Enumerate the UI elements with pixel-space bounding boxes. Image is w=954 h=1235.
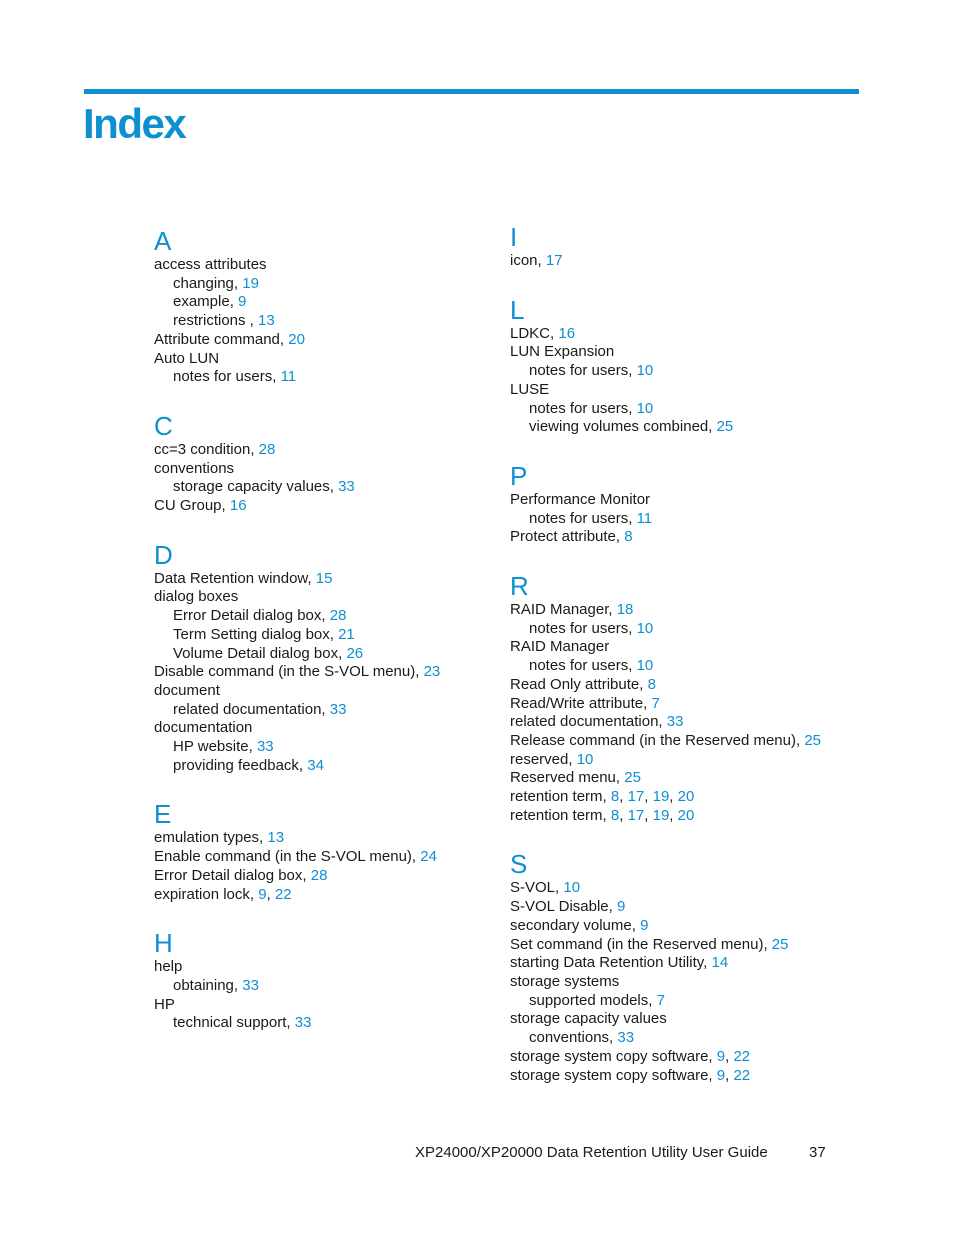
entry-text: LUN Expansion	[510, 343, 615, 361]
footer-guide-title: XP24000/XP20000 Data Retention Utility User Guide	[415, 1144, 768, 1161]
page-link[interactable]: 20	[677, 806, 695, 824]
index-section-p	[510, 459, 930, 547]
page-link[interactable]: 9	[716, 1066, 726, 1084]
page-link[interactable]: 33	[666, 713, 684, 731]
entry-text: notes for users,	[529, 399, 637, 417]
section-letter: R	[510, 571, 529, 602]
index-entry	[510, 751, 930, 770]
page-link[interactable]: 13	[258, 312, 275, 330]
entry-text: Error Detail dialog box,	[173, 607, 330, 625]
index-column-right	[510, 220, 930, 1107]
section-letter: C	[154, 410, 173, 441]
entry-text: Release command (in the Reserved menu),	[510, 731, 805, 749]
entry-text: LUSE	[510, 380, 550, 398]
page-link[interactable]: 17	[627, 806, 645, 824]
page-link[interactable]: 33	[242, 976, 259, 994]
page-link[interactable]: 8	[610, 806, 620, 824]
entry-text: conventions	[154, 459, 235, 477]
entry-text: related documentation,	[173, 700, 330, 718]
section-letter: D	[154, 539, 173, 570]
page-link[interactable]: 15	[315, 569, 333, 587]
entry-text: storage system copy software,	[510, 1066, 717, 1084]
page-link[interactable]: 11	[636, 509, 653, 527]
entry-text: secondary volume,	[510, 916, 641, 934]
entry-text: notes for users,	[529, 657, 637, 675]
entry-text: cc=3 condition,	[154, 440, 259, 458]
index-entry	[510, 638, 930, 657]
entry-text: LDKC,	[510, 324, 559, 342]
entry-text: RAID Manager	[510, 638, 610, 656]
index-entry	[510, 713, 930, 732]
section-letter: P	[510, 460, 528, 491]
page-link[interactable]: 19	[652, 788, 670, 806]
index-entry: storage system copy software, 9, 22	[510, 1047, 751, 1065]
page-link[interactable]: 17	[627, 788, 645, 806]
index-subentry	[510, 620, 930, 639]
page-link[interactable]: 10	[563, 879, 581, 897]
entry-text: S-VOL,	[510, 879, 564, 897]
index-entry	[510, 528, 930, 547]
page-link[interactable]: 26	[346, 644, 364, 662]
section-letter: S	[510, 849, 528, 880]
index-entry	[510, 695, 930, 714]
entry-text: Read Only attribute,	[510, 675, 648, 693]
page-link[interactable]: 33	[617, 1029, 635, 1047]
index-entry	[510, 973, 930, 992]
page-link[interactable]: 9	[640, 916, 649, 934]
entry-text: storage system copy software,	[510, 1047, 717, 1065]
entry-text: related documentation,	[510, 713, 667, 731]
index-entry: storage system copy software, 9, 22	[510, 1066, 751, 1084]
index-entry	[510, 732, 930, 751]
page-link[interactable]: 22	[733, 1066, 751, 1084]
entry-text: retention term,	[510, 806, 611, 824]
page-link[interactable]: 19	[242, 274, 259, 292]
page-link[interactable]: 7	[656, 991, 665, 1009]
page-link[interactable]: 28	[258, 440, 276, 458]
entry-text: storage capacity values,	[173, 478, 339, 496]
entry-text: notes for users,	[529, 362, 637, 380]
entry-text: Disable command (in the S-VOL menu),	[154, 663, 424, 681]
page-link[interactable]: 19	[652, 806, 670, 824]
entry-text: storage systems	[510, 972, 620, 990]
entry-text: Reserved menu,	[510, 769, 625, 787]
index-subentry	[510, 1029, 930, 1048]
page-link[interactable]: 10	[636, 657, 654, 675]
page-link[interactable]: 11	[280, 368, 297, 386]
entry-text: RAID Manager,	[510, 601, 617, 619]
entry-text: notes for users,	[529, 509, 637, 527]
page-link[interactable]: 18	[616, 601, 634, 619]
entry-text: storage capacity values	[510, 1010, 667, 1028]
page-link[interactable]: 13	[267, 829, 285, 847]
page-link[interactable]: 34	[307, 756, 324, 774]
index-entry	[510, 917, 930, 936]
entry-text: Error Detail dialog box,	[154, 866, 311, 884]
index-entry	[510, 879, 930, 898]
entry-text: reserved,	[510, 750, 577, 768]
page-link[interactable]: 21	[338, 625, 355, 643]
section-letter: H	[154, 928, 173, 959]
page-link[interactable]: 9	[617, 898, 626, 916]
entry-text: starting Data Retention Utility,	[510, 954, 712, 972]
index-entry	[510, 491, 930, 510]
entry-text: dialog boxes	[154, 588, 239, 606]
entry-text: notes for users,	[529, 619, 637, 637]
entry-text: viewing volumes combined,	[529, 418, 717, 436]
section-letter: E	[154, 799, 172, 830]
index-subentry	[510, 657, 930, 676]
page-link[interactable]: 23	[423, 663, 441, 681]
page-link[interactable]: 10	[636, 362, 654, 380]
index-subentry	[510, 418, 930, 437]
entry-text: technical support,	[173, 1014, 295, 1032]
page-link[interactable]: 16	[229, 497, 247, 515]
index-entry	[510, 601, 930, 620]
entry-text: supported models,	[529, 991, 657, 1009]
page-link[interactable]: 8	[647, 675, 656, 693]
index-subentry	[510, 400, 930, 419]
index-entry	[510, 954, 930, 973]
page-link[interactable]: 33	[338, 478, 355, 496]
page-link[interactable]: 8	[610, 788, 620, 806]
index-subentry	[510, 510, 930, 529]
page-link[interactable]: 20	[677, 788, 695, 806]
page-link[interactable]: 17	[545, 252, 563, 269]
index-section-l	[510, 293, 930, 437]
entry-text: changing,	[173, 274, 243, 292]
index-entry	[510, 769, 930, 788]
page-link[interactable]: 9	[238, 293, 247, 311]
page-link[interactable]: 9	[258, 885, 267, 903]
entry-text: Data Retention window,	[154, 569, 316, 587]
page-link[interactable]: 10	[576, 750, 594, 768]
index-entry	[510, 252, 930, 271]
section-letter: L	[510, 294, 525, 325]
entry-text: icon,	[510, 252, 546, 269]
index-section-r	[510, 569, 930, 825]
entry-text: expiration lock,	[154, 885, 259, 903]
index-entry	[510, 936, 930, 955]
section-letter: I	[510, 222, 518, 252]
entry-text: Read/Write attribute,	[510, 694, 652, 712]
entry-text: conventions,	[529, 1029, 618, 1047]
entry-text: providing feedback,	[173, 756, 308, 774]
index-subentry	[510, 362, 930, 381]
footer-page-number: 37	[809, 1144, 826, 1161]
entry-text: documentation	[154, 719, 253, 737]
page-link[interactable]: 33	[294, 1014, 312, 1032]
entry-text: obtaining,	[173, 976, 243, 994]
page-title: Index	[83, 100, 186, 147]
page-link[interactable]: 22	[274, 885, 292, 903]
page-link[interactable]: 33	[256, 738, 274, 756]
entry-text: example,	[173, 293, 239, 311]
index-entry: retention term, 8, 17, 19, 20	[510, 788, 695, 806]
page-link[interactable]: 33	[329, 700, 347, 718]
page-link[interactable]: 25	[716, 418, 734, 436]
page-link[interactable]: 25	[771, 935, 789, 953]
index-entry: retention term, 8, 17, 19, 20	[510, 806, 695, 824]
page-link[interactable]: 16	[558, 324, 576, 342]
index-entry	[510, 325, 930, 344]
page-link[interactable]: 25	[804, 731, 821, 749]
page-link[interactable]: 20	[288, 330, 305, 348]
page-link[interactable]: 22	[733, 1047, 751, 1065]
page-link[interactable]: 9	[716, 1047, 726, 1065]
entry-text: access attributes	[154, 256, 267, 273]
entry-text: help	[154, 958, 183, 976]
entry-text: HP	[154, 995, 175, 1013]
page-link[interactable]: 25	[624, 769, 641, 787]
index-entry	[510, 676, 930, 695]
entry-text: Auto LUN	[154, 349, 220, 367]
index-section-s	[510, 847, 930, 1085]
entry-text: Term Setting dialog box,	[173, 625, 339, 643]
entry-text: HP website,	[173, 738, 257, 756]
page-link[interactable]: 28	[310, 866, 328, 884]
entry-text: retention term,	[510, 788, 611, 806]
entry-text: CU Group,	[154, 497, 230, 515]
page-link[interactable]: 10	[636, 399, 654, 417]
page-link[interactable]: 28	[329, 607, 347, 625]
entry-text: restrictions ,	[173, 312, 259, 330]
index-entry	[510, 1010, 930, 1029]
page-link[interactable]: 24	[420, 848, 437, 866]
entry-text: S-VOL Disable,	[510, 898, 617, 916]
entry-text: emulation types,	[154, 829, 268, 847]
entry-text: notes for users,	[173, 368, 281, 386]
entry-text: document	[154, 681, 220, 699]
section-letter: A	[154, 226, 172, 256]
index-entry	[510, 381, 930, 400]
entry-text: Performance Monitor	[510, 490, 651, 508]
page-link[interactable]: 10	[636, 619, 654, 637]
page-link[interactable]: 7	[651, 694, 660, 712]
index-section-i	[510, 220, 930, 271]
index-entry: expiration lock, 9, 22	[154, 885, 292, 903]
entry-text: Protect attribute,	[510, 528, 625, 546]
header-rule	[84, 89, 859, 94]
entry-text: Set command (in the Reserved menu),	[510, 935, 772, 953]
index-entry	[510, 343, 930, 362]
index-subentry	[510, 992, 930, 1011]
page-link[interactable]: 8	[624, 528, 633, 546]
entry-text: Enable command (in the S-VOL menu),	[154, 848, 421, 866]
entry-text: Attribute command,	[154, 330, 289, 348]
index-entry	[510, 898, 930, 917]
entry-text: Volume Detail dialog box,	[173, 644, 347, 662]
page-link[interactable]: 14	[711, 954, 729, 972]
